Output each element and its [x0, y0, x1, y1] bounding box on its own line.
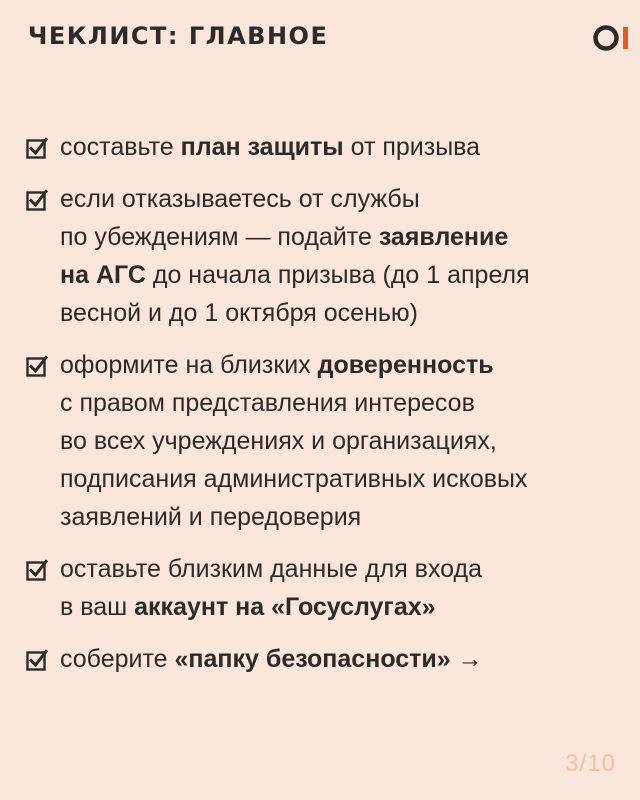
checklist-item-text: оставьте близким данные для входа	[60, 555, 483, 583]
checked-checkbox-icon	[26, 355, 48, 377]
checklist-item-text: соберите	[60, 645, 175, 673]
checklist-item	[26, 550, 626, 626]
checklist-item-text: весной и до 1 октября осенью)	[60, 299, 418, 327]
checked-checkbox-icon	[26, 137, 48, 159]
checklist-item	[26, 128, 626, 166]
checklist-item-bold-text: план защиты	[180, 133, 344, 161]
checklist-item-text: по убеждениям — подайте	[60, 223, 379, 251]
checklist-item-text: от призыва	[343, 133, 481, 161]
page-title: ЧЕКЛИСТ: ГЛАВНОЕ	[28, 22, 329, 50]
checklist-item-bold-text: «папку безопасности»	[174, 645, 451, 673]
checklist	[26, 128, 626, 692]
checklist-item	[26, 180, 626, 332]
checklist-item-bold-text: заявление	[378, 223, 509, 251]
checklist-item-bold-text: доверенность	[317, 351, 494, 379]
checklist-item-text: в ваш	[60, 593, 135, 621]
checklist-item	[26, 640, 626, 678]
checklist-item-text: →	[450, 645, 483, 673]
checklist-item-text: оформите на близких	[60, 351, 318, 379]
checked-checkbox-icon	[26, 559, 48, 581]
checklist-item-text: с правом представления интересов	[60, 389, 475, 417]
checklist-item-text: во всех учреждениях и организациях,	[60, 427, 497, 455]
checklist-item-bold-text: аккаунт на «Госуслугах»	[134, 593, 436, 621]
ovd-info-logo-icon	[592, 24, 632, 52]
checklist-item	[26, 346, 626, 536]
checklist-item-bold-text: на АГС	[60, 261, 146, 289]
checklist-item-text: заявлений и передоверия	[60, 503, 362, 531]
checklist-item-text: составьте	[60, 133, 181, 161]
page-counter: 3/10	[565, 750, 616, 777]
checked-checkbox-icon	[26, 189, 48, 211]
checked-checkbox-icon	[26, 649, 48, 671]
checklist-item-text: подписания административных исковых	[60, 465, 528, 493]
checklist-item-text: если отказываетесь от службы	[60, 185, 420, 213]
checklist-item-text: до начала призыва (до 1 апреля	[145, 261, 530, 289]
